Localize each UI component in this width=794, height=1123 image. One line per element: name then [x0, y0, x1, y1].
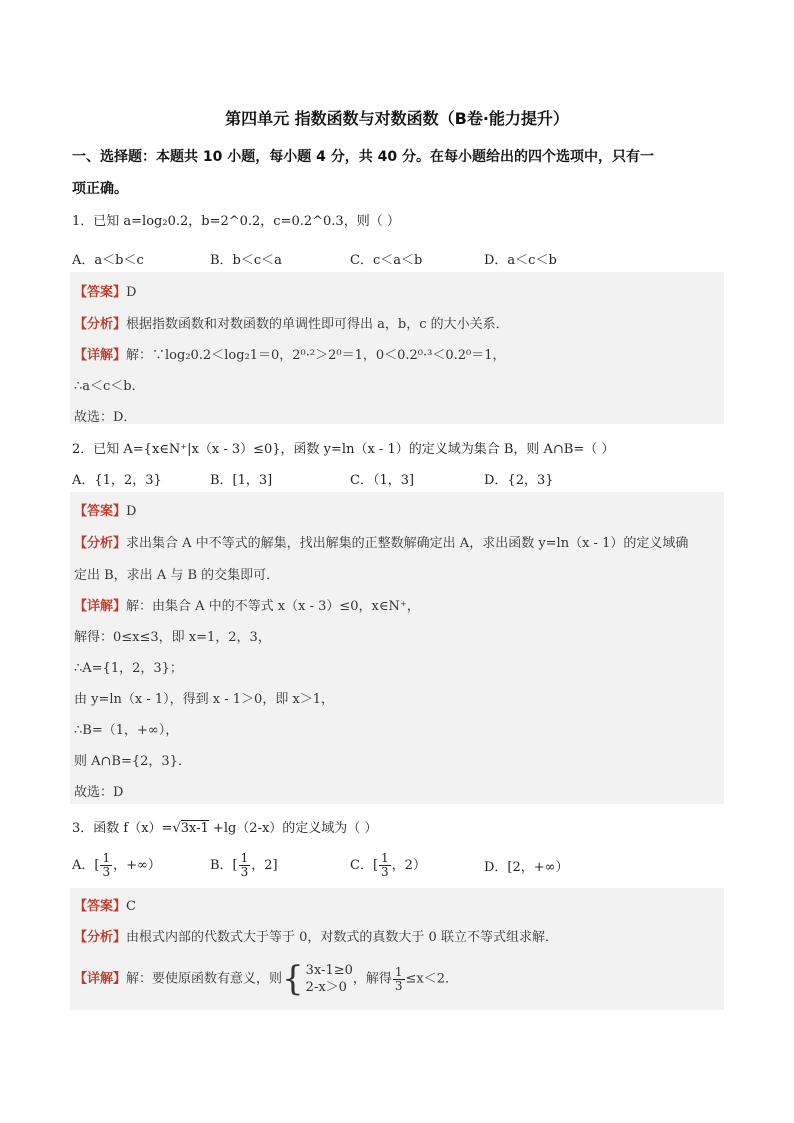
- answer-value: C: [126, 899, 136, 914]
- answer-tag: 【答案】: [74, 899, 127, 914]
- page-title: 第四单元 指数函数与对数函数（B卷·能力提升）: [225, 109, 569, 128]
- analysis-tag: 【分析】: [74, 536, 127, 551]
- question-3-answer: [74, 895, 136, 914]
- question-1-stem: 1．已知 a=log₂0.2，b=2^0.2，c=0.2^0.3，则（ ）: [72, 214, 400, 229]
- question-2-answer: [74, 500, 136, 519]
- question-2-detail-line-4: 由 y=ln（x - 1），得到 x - 1＞0，即 x＞1，: [74, 692, 335, 707]
- question-1-detail-line-3: 故选：D．: [74, 410, 137, 425]
- answer-tag: 【答案】: [74, 285, 127, 300]
- fraction: [100, 852, 112, 879]
- question-3-option-d: D．[2，+∞）: [484, 860, 569, 875]
- answer-value: D: [126, 285, 137, 300]
- question-1-detail-line-2: ∴a＜c＜b．: [74, 379, 145, 394]
- question-2-option-d: D．{2，3}: [484, 473, 554, 488]
- answer-tag: 【答案】: [74, 504, 127, 519]
- fraction-numerator: 1: [102, 851, 111, 865]
- analysis-tag: 【分析】: [74, 317, 127, 332]
- question-2-option-a: A．{1，2，3}: [72, 473, 162, 488]
- stem-suffix: +lg（2-x）的定义域为（ ）: [208, 821, 378, 836]
- question-2-detail-line-1: [74, 595, 420, 614]
- detail-text: 解：由集合 A 中的不等式 x（x - 3）≤0，x∈N⁺，: [126, 599, 420, 614]
- question-1-option-b: B．b＜c＜a: [210, 253, 282, 268]
- question-2-analysis-line-2: 定出 B，求出 A 与 B 的交集即可．: [74, 568, 280, 583]
- question-2-stem: 2．已知 A={x∈N⁺|x（x - 3）≤0}，函数 y=ln（x - 1）的定义域为集合 B，则 A∩B=（ ）: [72, 442, 615, 457]
- question-2-detail-line-2: 解得：0≤x≤3，即 x=1，2，3，: [74, 630, 271, 645]
- system-line-1: 3x-1≥0: [305, 963, 353, 978]
- option-rest: ，2）: [391, 858, 426, 873]
- question-1-option-c: C．c＜a＜b: [350, 253, 423, 268]
- fraction-numerator: 1: [394, 964, 403, 979]
- fraction: [379, 852, 391, 879]
- section-heading-line-1: 一、选择题：本题共 10 小题，每小题 4 分，共 40 分。在每小题给出的四个选项中，只有一: [72, 149, 654, 165]
- detail-tag: 【详解】: [74, 599, 127, 614]
- fraction-denominator: 3: [102, 865, 111, 879]
- stem-prefix: 3．函数 f（x）=: [72, 821, 173, 836]
- question-1-option-a: A．a＜b＜c: [72, 253, 144, 268]
- question-1-option-d: D．a＜c＜b: [484, 253, 557, 268]
- question-3-stem: [72, 817, 377, 836]
- sqrt-symbol: √: [172, 821, 181, 836]
- fraction: [239, 852, 251, 879]
- system-line-2: 2-x＞0: [305, 980, 347, 995]
- analysis-text: 根据指数函数和对数函数的单调性即可得出 a，b，c 的大小关系．: [126, 317, 509, 332]
- question-2-detail-line-3: ∴A={1，2，3}；: [74, 661, 183, 676]
- analysis-tag: 【分析】: [74, 930, 127, 945]
- option-label: C．[: [350, 858, 379, 873]
- analysis-text: 由根式内部的代数式大于等于 0，对数式的真数大于 0 联立不等式组求解．: [126, 930, 558, 945]
- answer-value: D: [126, 504, 137, 519]
- fraction-denominator: 3: [381, 865, 389, 879]
- question-3-option-a: [72, 852, 161, 879]
- question-1-detail-line-1: [74, 344, 506, 363]
- option-label: B．[: [210, 858, 238, 873]
- question-2-detail-line-6: 则 A∩B={2，3}．: [74, 754, 191, 769]
- question-3-detail: [74, 959, 459, 999]
- question-2-analysis-line-1: [74, 532, 688, 551]
- fraction-numerator: 1: [240, 851, 249, 865]
- question-2-detail-line-7: 故选：D: [74, 785, 124, 800]
- question-1-answer: [74, 281, 136, 300]
- question-3-analysis: [74, 926, 558, 945]
- option-label: A．[: [72, 858, 100, 873]
- fraction-denominator: 3: [394, 978, 403, 993]
- detail-tag: 【详解】: [74, 971, 127, 987]
- fraction-denominator: 3: [240, 865, 249, 879]
- result-fraction: [393, 966, 405, 993]
- detail-mid: ，解得: [352, 971, 392, 987]
- detail-suffix: ≤x＜2．: [405, 971, 459, 987]
- detail-text: 解：∵log₂0.2＜log₂1＝0，2⁰·²＞2⁰＝1，0＜0.2⁰·³＜0.2⁰＝1，: [126, 348, 506, 363]
- question-2-option-c: C．（1，3]: [350, 473, 415, 488]
- question-2-option-b: B．[1，3]: [210, 473, 273, 488]
- option-rest: ，2]: [251, 858, 278, 873]
- fraction-numerator: 1: [381, 851, 389, 865]
- question-3-option-b: [210, 852, 278, 879]
- section-heading-line-2: 项正确。: [72, 181, 128, 197]
- sqrt-radicand: 3x-1: [180, 821, 209, 836]
- detail-tag: 【详解】: [74, 348, 127, 363]
- question-3-option-c: [350, 852, 426, 879]
- analysis-text: 求出集合 A 中不等式的解集，找出解集的正整数解确定出 A，求出函数 y=ln（x - 1）的定义域确: [126, 536, 689, 551]
- question-1-analysis: [74, 313, 509, 332]
- option-rest: ，+∞）: [113, 858, 161, 873]
- question-2-detail-line-5: ∴B=（1，+∞），: [74, 723, 179, 738]
- left-brace: {: [282, 959, 304, 999]
- detail-prefix: 解：要使原函数有意义，则: [126, 971, 283, 987]
- inequality-system: [282, 959, 353, 999]
